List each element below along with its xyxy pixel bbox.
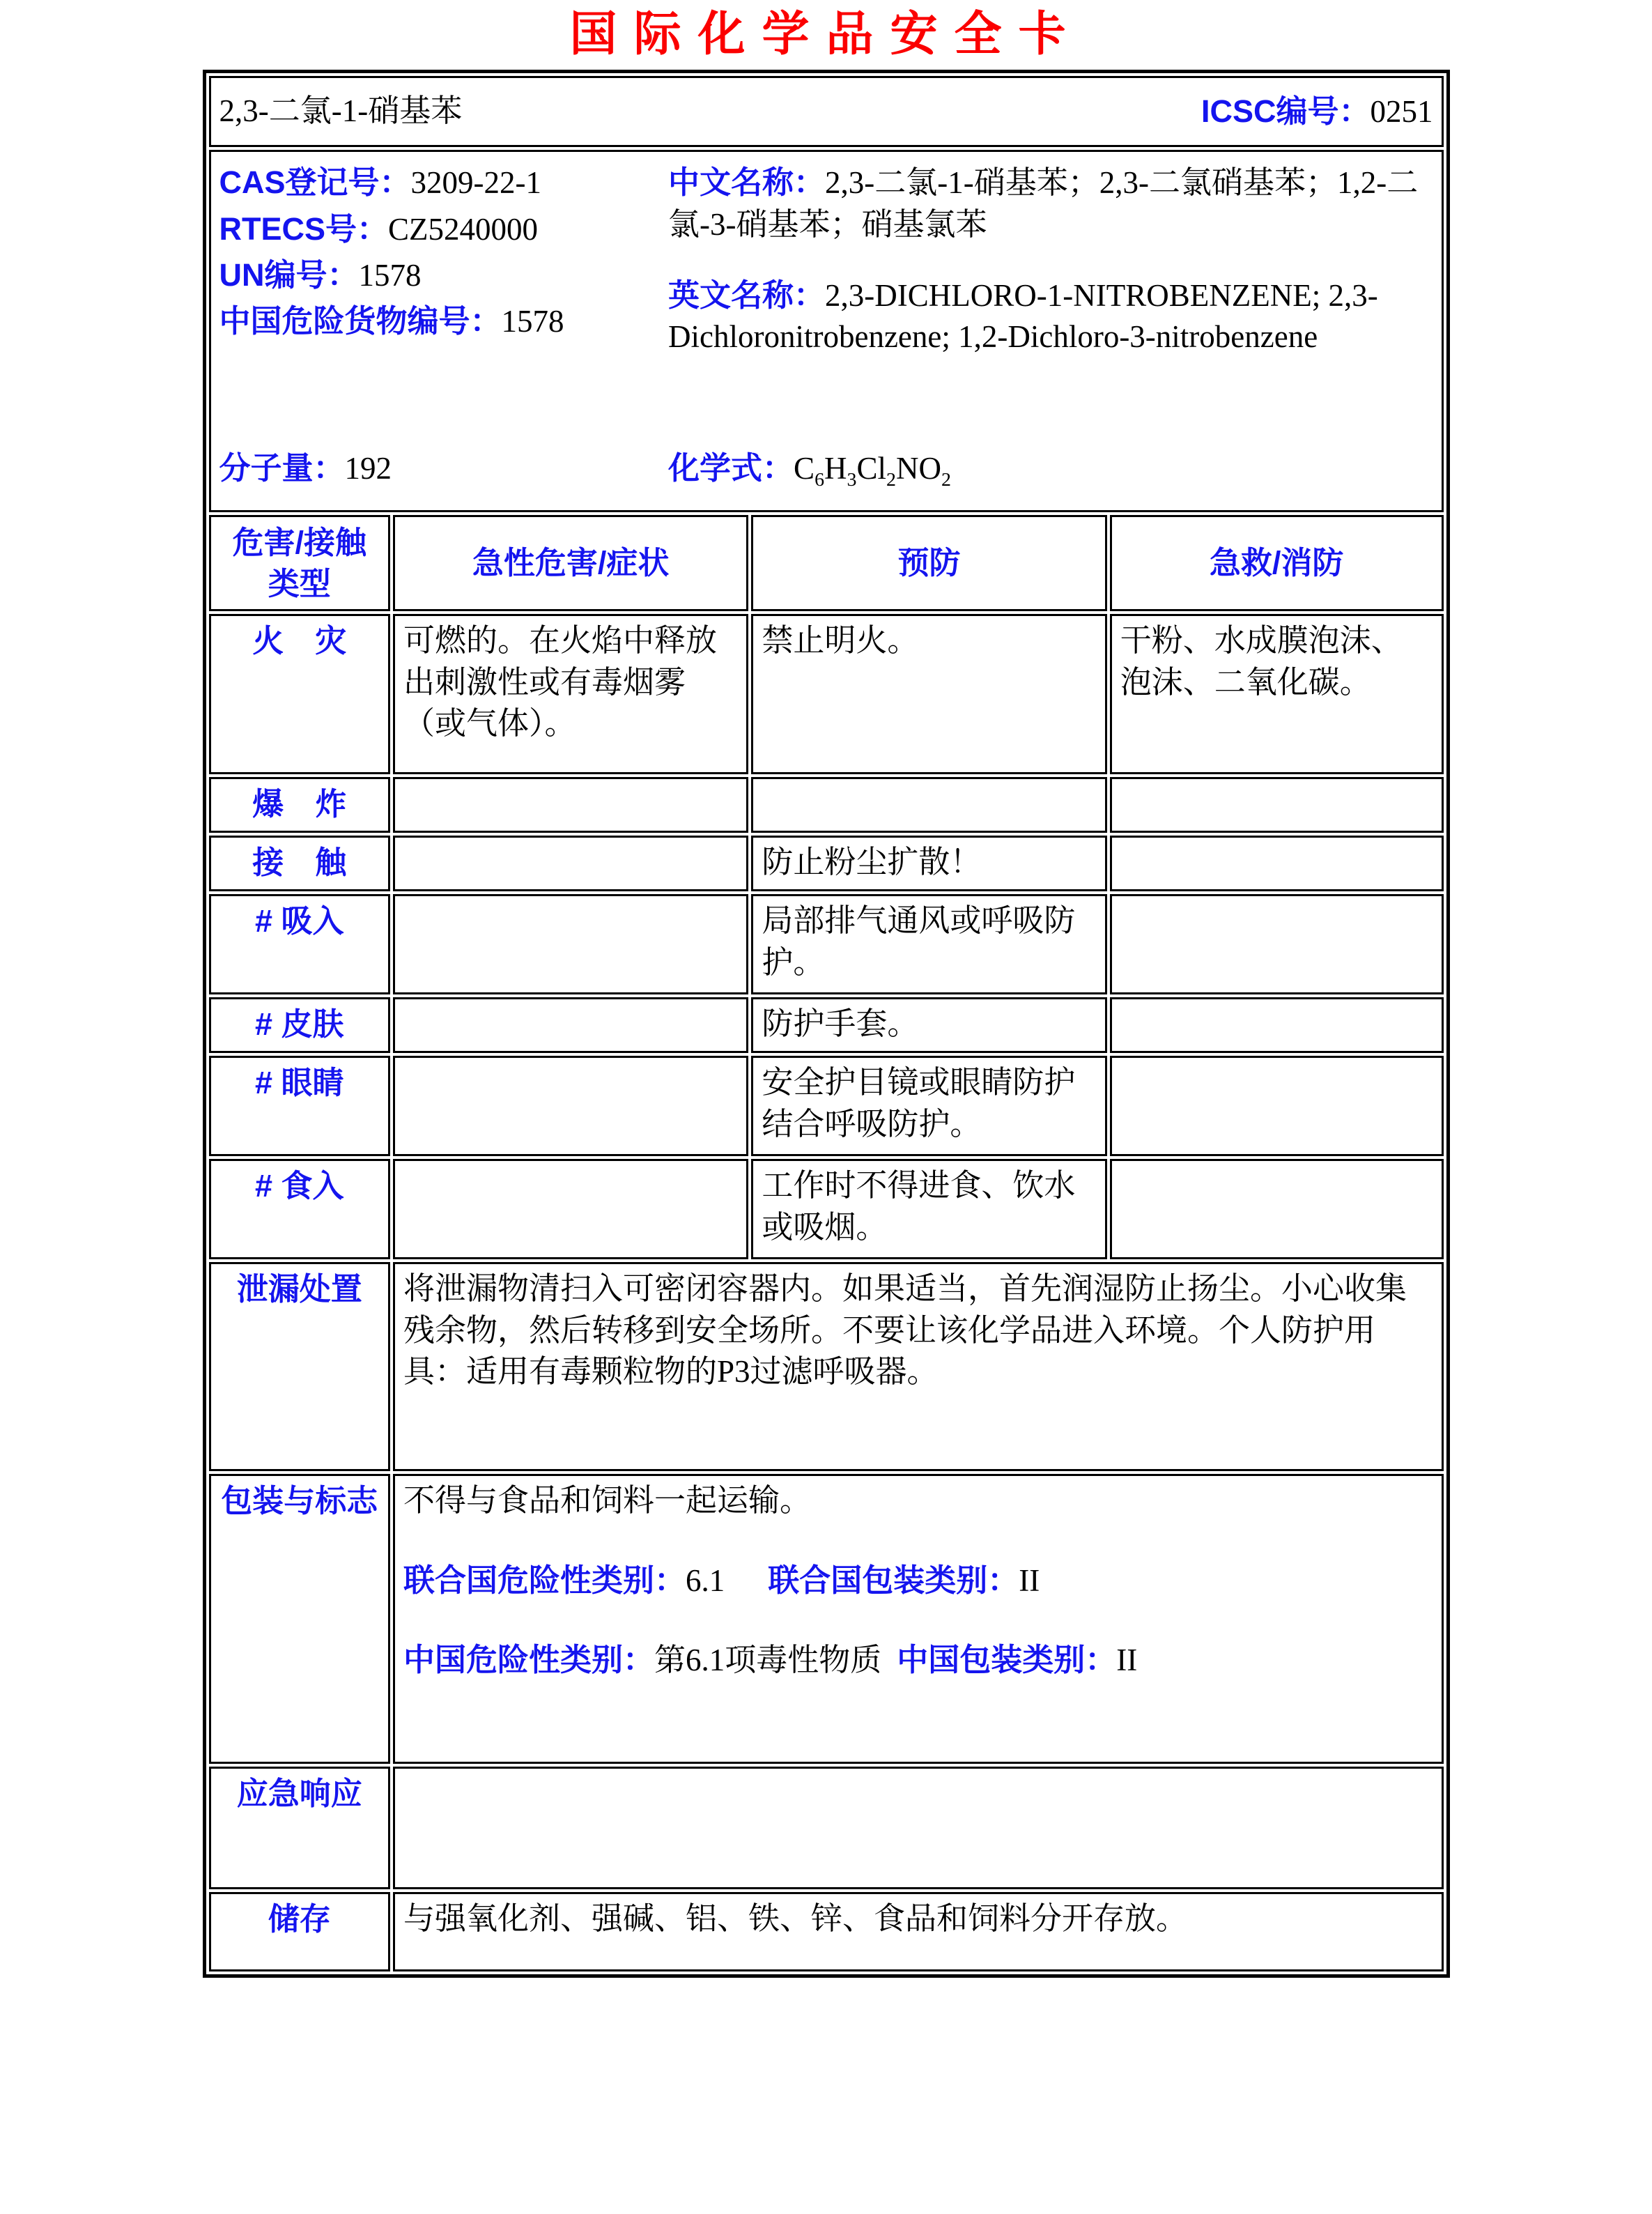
row-label-packaging-labelling: 包装与标志 [209,1474,390,1764]
inhalation-prevention-cell: 局部排气通风或呼吸防护。 [751,894,1106,994]
row-label-eyes: # 眼睛 [209,1056,390,1156]
hazard-row-eyes [209,1056,1444,1156]
un-number-line: UN编号：1578 [219,256,422,293]
contact-prevention-cell: 防止粉尘扩散！ [751,836,1106,891]
row-label-emergency-response: 应急响应 [209,1767,390,1889]
row-label-spill-disposal: 泄漏处置 [209,1262,390,1471]
header-prevention: 预防 [751,515,1106,611]
header-acute-symptoms: 急性危害/症状 [393,515,748,611]
un-classification-line: 联合国危险性类别：6.1 联合国包装类别：II [403,1562,1040,1598]
eyes-prevention-cell: 安全护目镜或眼睛防护结合呼吸防护。 [751,1056,1106,1156]
hazard-row-inhalation [209,894,1444,994]
cas-number-line: CAS登记号：3209-22-1 [219,164,541,201]
section-row-storage [209,1892,1444,1971]
hazard-row-explosion [209,777,1444,833]
section-row-packaging-labelling [209,1474,1444,1764]
explosion-firstaid-cell [1110,777,1444,833]
chemical-formula-line: 化学式：$C_6H_3Cl_2NO_2$ [668,449,951,491]
names-block [668,162,1433,500]
hazard-row-ingestion [209,1159,1444,1259]
fire-prevention-cell: 禁止明火。 [751,614,1106,774]
skin-symptoms-cell [393,997,748,1053]
eyes-firstaid-cell [1110,1056,1444,1156]
emergency-response-text [393,1767,1444,1889]
section-row-spill-disposal [209,1262,1444,1471]
explosion-symptoms-cell [393,777,748,833]
hazard-row-fire [209,614,1444,774]
china-dg-number-line: 中国危险货物编号：1578 [219,303,564,339]
ingestion-firstaid-cell [1110,1159,1444,1259]
storage-text: 与强氧化剂、强碱、铝、铁、锌、食品和饲料分开存放。 [393,1892,1444,1971]
fire-firstaid-cell: 干粉、水成膜泡沫、泡沫、二氧化碳。 [1110,614,1444,774]
transport-note-line: 不得与食品和饲料一起运输。 [403,1483,811,1519]
icsc-number-value: 0251 [1370,93,1433,129]
row-label-explosion: 爆 炸 [209,777,390,833]
contact-firstaid-cell [1110,836,1444,891]
row-label-inhalation: # 吸入 [209,894,390,994]
rtecs-number-line: RTECS号：CZ5240000 [219,210,539,247]
packaging-labelling-content [393,1474,1444,1764]
skin-firstaid-cell [1110,997,1444,1053]
header-firstaid-firefighting: 急救/消防 [1110,515,1444,611]
icsc-document-page [0,7,1652,2214]
row-label-skin: # 皮肤 [209,997,390,1053]
icsc-card-table [203,70,1450,1978]
row-label-ingestion: # 食入 [209,1159,390,1259]
explosion-prevention-cell [751,777,1106,833]
header-hazard-type: 危害/接触 类型 [209,515,390,611]
chemical-name: 2,3-二氯-1-硝基苯 [219,93,463,129]
page-title: 国际化学品安全卡 [569,8,1083,61]
inhalation-firstaid-cell [1110,894,1444,994]
hazard-row-skin [209,997,1444,1053]
icsc-number-label: ICSC编号： [1201,93,1371,129]
molecular-weight-line: 分子量：192 [219,449,392,486]
spill-disposal-text: 将泄漏物清扫入可密闭容器内。如果适当，首先润湿防止扬尘。小心收集残余物，然后转移到安全场所。不要让该化学品进入环境。个人防护用具：适用有毒颗粒物的P3过滤呼吸器。 [393,1262,1444,1471]
china-classification-line: 中国危险性类别：第6.1项毒性物质 中国包装类别：II [403,1641,1138,1677]
english-names-line: 英文名称：2,3-DICHLORO-1-NITROBENZENE; 2,3-Dichloronitrobenzene; 1,2-Dichloro-3-nitrobenzene [668,277,1378,355]
inhalation-symptoms-cell [393,894,748,994]
chemical-formula: $C_6H_3Cl_2NO_2$ [794,450,951,491]
section-row-emergency-response [209,1767,1444,1889]
hazard-table-header-row [209,515,1444,611]
ingestion-symptoms-cell [393,1159,748,1259]
eyes-symptoms-cell [393,1056,748,1156]
name-row [209,76,1444,147]
chinese-names-line: 中文名称：2,3-二氯-1-硝基苯；2,3-二氯硝基苯；1,2-二氯-3-硝基苯；硝基氯苯 [668,164,1419,242]
ingestion-prevention-cell: 工作时不得进食、饮水或吸烟。 [751,1159,1106,1259]
registry-numbers-block [219,162,669,500]
hazard-row-contact [209,836,1444,891]
identification-row [209,150,1444,512]
fire-symptoms-cell: 可燃的。在火焰中释放出刺激性或有毒烟雾（或气体）。 [393,614,748,774]
contact-symptoms-cell [393,836,748,891]
row-label-storage: 储存 [209,1892,390,1971]
row-label-contact: 接 触 [209,836,390,891]
skin-prevention-cell: 防护手套。 [751,997,1106,1053]
row-label-fire: 火 灾 [209,614,390,774]
icsc-number [1201,91,1433,132]
